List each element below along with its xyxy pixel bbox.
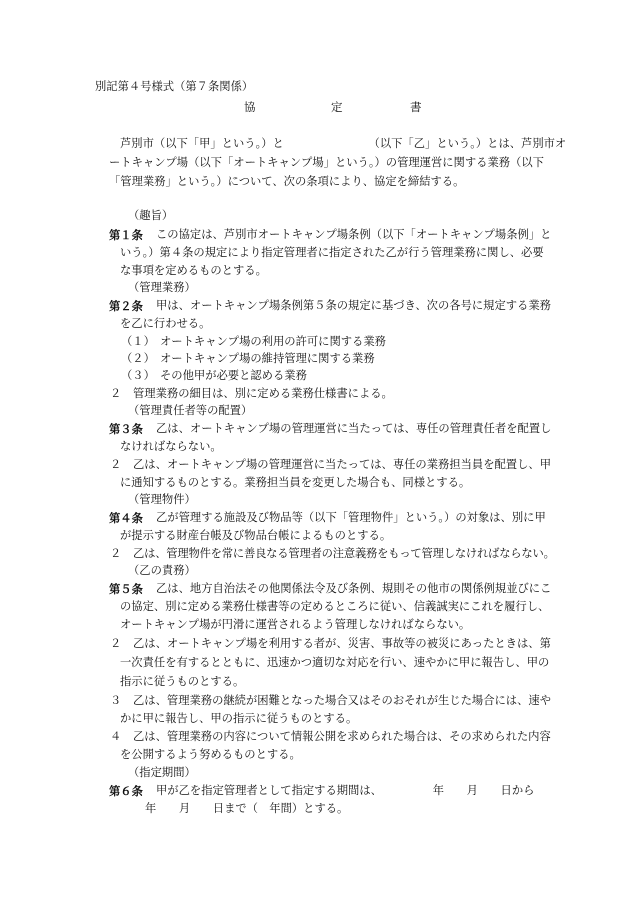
paragraph-number: ４ (110, 730, 122, 743)
article-text: この協定は、芦別市オートキャンプ場条例（以下「オートキャンプ場条例」と (156, 228, 552, 241)
preamble-line: 「管理業務」という。）について、次の条項により、協定を締結する。 (109, 175, 465, 188)
item-number: （２） (121, 352, 155, 365)
paragraph-text: 管理業務の細目は、別に定める業務仕様書による。 (133, 387, 393, 400)
title-char-3: 書 (410, 100, 422, 114)
article-number: 第２条 (109, 299, 143, 313)
paragraph-text: に通知するものとする。業務担当員を変更した場合も、同様とする。 (120, 476, 471, 489)
paragraph-number: ２ (110, 458, 122, 471)
article-heading: （管理業務） (128, 281, 196, 294)
preamble-line: ートキャンプ場（以下「オートキャンプ場」という。）の管理運営に関する業務（以下 (109, 156, 544, 169)
paragraph-text: 指示に従うものとする。 (120, 675, 245, 688)
item-text: その他甲が必要と認める業務 (160, 369, 307, 382)
item-number: （３） (121, 369, 155, 382)
paragraph-number: ３ (110, 694, 122, 707)
article-text: な事項を定めるものとする。 (120, 264, 267, 277)
paragraph-text: 乙は、オートキャンプ場を利用する者が、災害、事故等の被災にあったときは、第 (133, 637, 551, 650)
title-char-1: 協 (244, 100, 256, 114)
paragraph-number: ２ (110, 387, 122, 400)
article-heading: （管理責任者等の配置） (128, 404, 253, 417)
article-heading: （乙の責務） (128, 564, 196, 577)
paragraph-text: 乙は、管理業務の内容について情報公開を求められた場合は、その求められた内容 (133, 730, 551, 743)
paragraph-text: 乙は、管理業務の継続が困難となった場合又はそのおそれが生じた場合には、速や (133, 694, 551, 707)
item-text: オートキャンプ場の維持管理に関する業務 (160, 352, 375, 365)
title-char-2: 定 (331, 100, 343, 114)
article-text: の協定、別に定める業務仕様書等の定めるところに従い、信義誠実にこれを履行し、 (120, 600, 550, 613)
article-number: 第４条 (109, 511, 143, 525)
article-number: 第６条 (109, 784, 143, 798)
article-text: 甲は、オートキャンプ場条例第５条の規定に基づき、次の各号に規定する業務 (156, 299, 551, 312)
article-number: 第５条 (109, 582, 143, 596)
preamble-line: 芦別市（以下「甲」という。）と （以下「乙」という。）とは、芦別市オ (120, 137, 567, 150)
article-text: を乙に行わせる。 (120, 317, 211, 330)
article-text: が提示する財産台帳及び物品台帳によるものとする。 (120, 529, 392, 542)
article-number: 第１条 (109, 228, 143, 242)
article-text: なければならない。 (120, 440, 222, 453)
article-heading: （指定期間） (128, 766, 196, 779)
article-heading: （管理物件） (128, 493, 196, 506)
paragraph-text: かに甲に報告し、甲の指示に従うものとする。 (120, 712, 358, 725)
paragraph-text: 乙は、オートキャンプ場の管理運営に当たっては、専任の業務担当員を配置し、甲 (133, 458, 551, 471)
article-text: 乙は、オートキャンプ場の管理運営に当たっては、専任の管理責任者を配置し (156, 422, 552, 435)
paragraph-number: ２ (110, 547, 122, 560)
article-text: 乙は、地方自治法その他関係法令及び条例、規則その他市の関係例規並びにこ (156, 582, 552, 595)
article-heading: （趣旨） (128, 209, 174, 222)
paragraph-number: ２ (110, 637, 122, 650)
article-text: いう。）第４条の規定により指定管理者に指定された乙が行う管理業務に関し、必要 (120, 246, 544, 259)
form-label: 別記第４号様式（第７条関係） (95, 80, 254, 93)
article-text: 乙が管理する施設及び物品等（以下「管理物件」という。）の対象は、別に甲 (156, 511, 546, 524)
item-number: （１） (121, 335, 155, 348)
paragraph-text: 一次責任を有するとともに、迅速かつ適切な対応を行い、速やかに甲に報告し、甲の (120, 656, 550, 669)
item-text: オートキャンプ場の利用の許可に関する業務 (160, 335, 386, 348)
article-text: オートキャンプ場が円滑に運営されるよう管理しなければならない。 (120, 618, 471, 631)
article-text: 年 月 日まで（ 年間）とする。 (145, 802, 349, 815)
article-text: 甲が乙を指定管理者として指定する期間は、 年 月 日から (156, 784, 535, 797)
article-number: 第３条 (109, 422, 143, 436)
paragraph-text: を公開するよう努めるものとする。 (120, 748, 301, 761)
paragraph-text: 乙は、管理物件を常に善良なる管理者の注意義務をもって管理しなければならない。 (133, 547, 555, 560)
